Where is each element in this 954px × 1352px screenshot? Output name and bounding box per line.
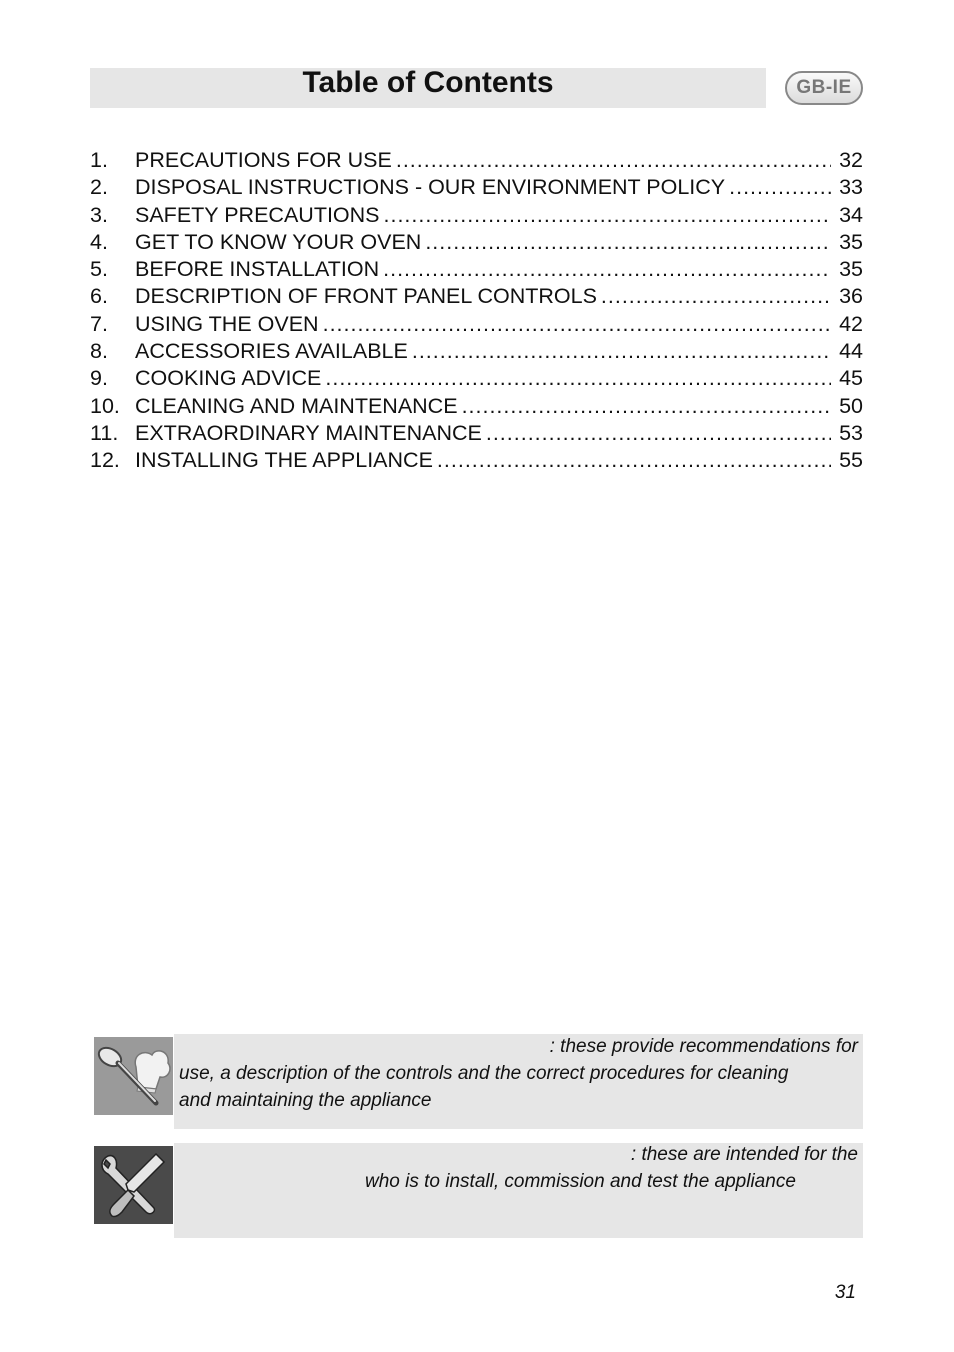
user-note-line-2: use, a description of the controls and the correct procedures for cleaning [179, 1063, 789, 1084]
installer-instructions-note [174, 1143, 863, 1238]
toc-leader [412, 338, 831, 365]
toc-page: 35 [839, 257, 863, 282]
toc-leader [601, 283, 831, 310]
toc-leader [486, 420, 831, 447]
toc-entry[interactable] [90, 256, 863, 283]
toc-page: 32 [839, 148, 863, 172]
toc-leader [437, 447, 831, 474]
toc-number: 6. [90, 284, 108, 309]
toc-number: 7. [90, 311, 108, 336]
toc-number: 2. [90, 175, 108, 200]
toc-page: 34 [839, 202, 863, 227]
installer-note-line-2: who is to install, commission and test the appliance [365, 1171, 796, 1192]
toc-page: 44 [839, 339, 863, 364]
toc-number: 4. [90, 229, 108, 254]
toc-page: 36 [839, 284, 863, 309]
toc-leader [323, 311, 831, 338]
toc-title: BEFORE INSTALLATION [135, 257, 380, 282]
user-instructions-note [174, 1034, 863, 1129]
toc-page: 42 [839, 311, 863, 336]
user-note-line-3: and maintaining the appliance [179, 1090, 432, 1111]
toc-number: 9. [90, 366, 108, 391]
toc-page: 45 [839, 366, 863, 391]
toc-page: 55 [839, 448, 863, 473]
toc-entry[interactable] [90, 311, 863, 338]
installer-note-line-1: : these are intended for the [630, 1144, 858, 1165]
toc-entry[interactable] [90, 365, 863, 392]
toc-title: DESCRIPTION OF FRONT PANEL CONTROLS [135, 284, 597, 309]
table-of-contents [90, 147, 863, 475]
toc-entry[interactable] [90, 447, 863, 474]
toc-title: GET TO KNOW YOUR OVEN [135, 229, 422, 254]
toc-entry[interactable] [90, 202, 863, 229]
toc-title: SAFETY PRECAUTIONS [135, 202, 380, 227]
page-title: Table of Contents [302, 66, 554, 99]
page-number: 31 [834, 1282, 856, 1303]
toc-number: 12. [90, 448, 120, 473]
wrench-screwdriver-icon [94, 1146, 173, 1224]
toc-title: EXTRAORDINARY MAINTENANCE [135, 420, 482, 445]
title-bar [90, 68, 766, 108]
toc-entry[interactable] [90, 393, 863, 420]
toc-leader [325, 365, 831, 392]
toc-title: COOKING ADVICE [135, 366, 322, 391]
toc-number: 3. [90, 202, 108, 227]
toc-title: USING THE OVEN [135, 311, 319, 336]
toc-title: INSTALLING THE APPLIANCE [135, 448, 433, 473]
toc-entry[interactable] [90, 229, 863, 256]
toc-page: 35 [839, 229, 863, 254]
toc-title: ACCESSORIES AVAILABLE [135, 339, 408, 364]
toc-title: CLEANING AND MAINTENANCE [135, 393, 458, 418]
toc-leader [462, 393, 831, 420]
toc-leader [729, 174, 831, 201]
installer-note-text [179, 1141, 858, 1195]
chef-hat-spoon-icon [94, 1037, 173, 1115]
user-note-line-1: : these provide recommendations for [549, 1036, 858, 1057]
language-badge: GB-IE [785, 71, 863, 105]
toc-entry[interactable] [90, 420, 863, 447]
toc-leader [383, 256, 831, 283]
toc-leader [425, 229, 831, 256]
toc-page: 50 [839, 393, 863, 418]
toc-number: 11. [90, 420, 119, 445]
toc-number: 5. [90, 257, 108, 282]
toc-number: 8. [90, 339, 108, 364]
toc-entry[interactable] [90, 338, 863, 365]
toc-entry[interactable] [90, 147, 863, 174]
toc-page: 53 [839, 420, 863, 445]
toc-title: DISPOSAL INSTRUCTIONS - OUR ENVIRONMENT POLICY [135, 175, 726, 200]
toc-title: PRECAUTIONS FOR USE [135, 148, 392, 172]
toc-page: 33 [839, 175, 863, 200]
toc-leader [384, 202, 831, 229]
user-note-text [179, 1033, 858, 1114]
toc-entry[interactable] [90, 283, 863, 310]
toc-number: 10. [90, 393, 120, 418]
toc-number: 1. [90, 148, 108, 172]
toc-entry[interactable] [90, 174, 863, 201]
toc-leader [396, 147, 831, 174]
